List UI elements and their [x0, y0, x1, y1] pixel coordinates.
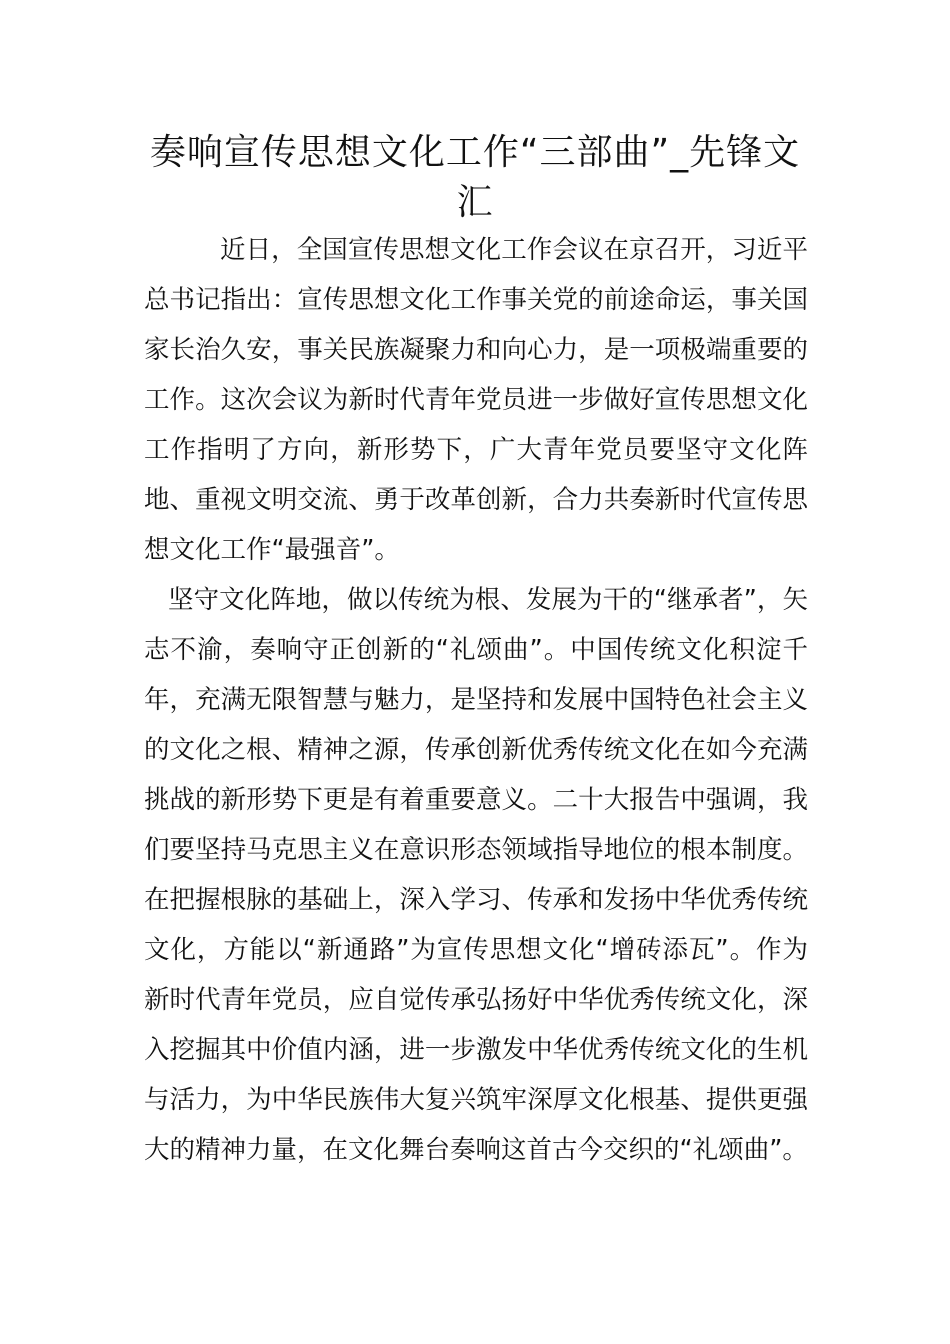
document-body	[144, 225, 808, 1175]
paragraph-cultural-position: 坚守文化阵地，做以传统为根、发展为干的“继承者”，矢志不渝，奏响守正创新的“礼颂曲”。中国传统文化积淀千年，充满无限智慧与魅力，是坚持和发展中国特色社会主义的文化之根、精神之源，传承创新优秀传统文化在如今充满挑战的新形势下更是有着重要意义。二十大报告中强调，我们要坚持马克思主义在意识形态领域指导地位的根本制度。在把握根脉的基础上，深入学习、传承和发扬中华优秀传统文化，方能以“新通路”为宣传思想文化“增砖添瓦”。作为新时代青年党员，应自觉传承弘扬好中华优秀传统文化，深入挖掘其中价值内涵，进一步激发中华优秀传统文化的生机与活力，为中华民族伟大复兴筑牢深厚文化根基、提供更强大的精神力量，在文化舞台奏响这首古今交织的“礼颂曲”。	[144, 585, 808, 1165]
paragraph-intro: 近日，全国宣传思想文化工作会议在京召开，习近平总书记指出：宣传思想文化工作事关党的前途命运，事关国家长治久安，事关民族凝聚力和向心力，是一项极端重要的工作。这次会议为新时代青年党员进一步做好宣传思想文化工作指明了方向，新形势下，广大青年党员要坚守文化阵地、重视文明交流、勇于改革创新，合力共奏新时代宣传思想文化工作“最强音”。	[144, 235, 808, 565]
document-title: 奏响宣传思想文化工作“三部曲”_先锋文汇	[149, 132, 801, 223]
